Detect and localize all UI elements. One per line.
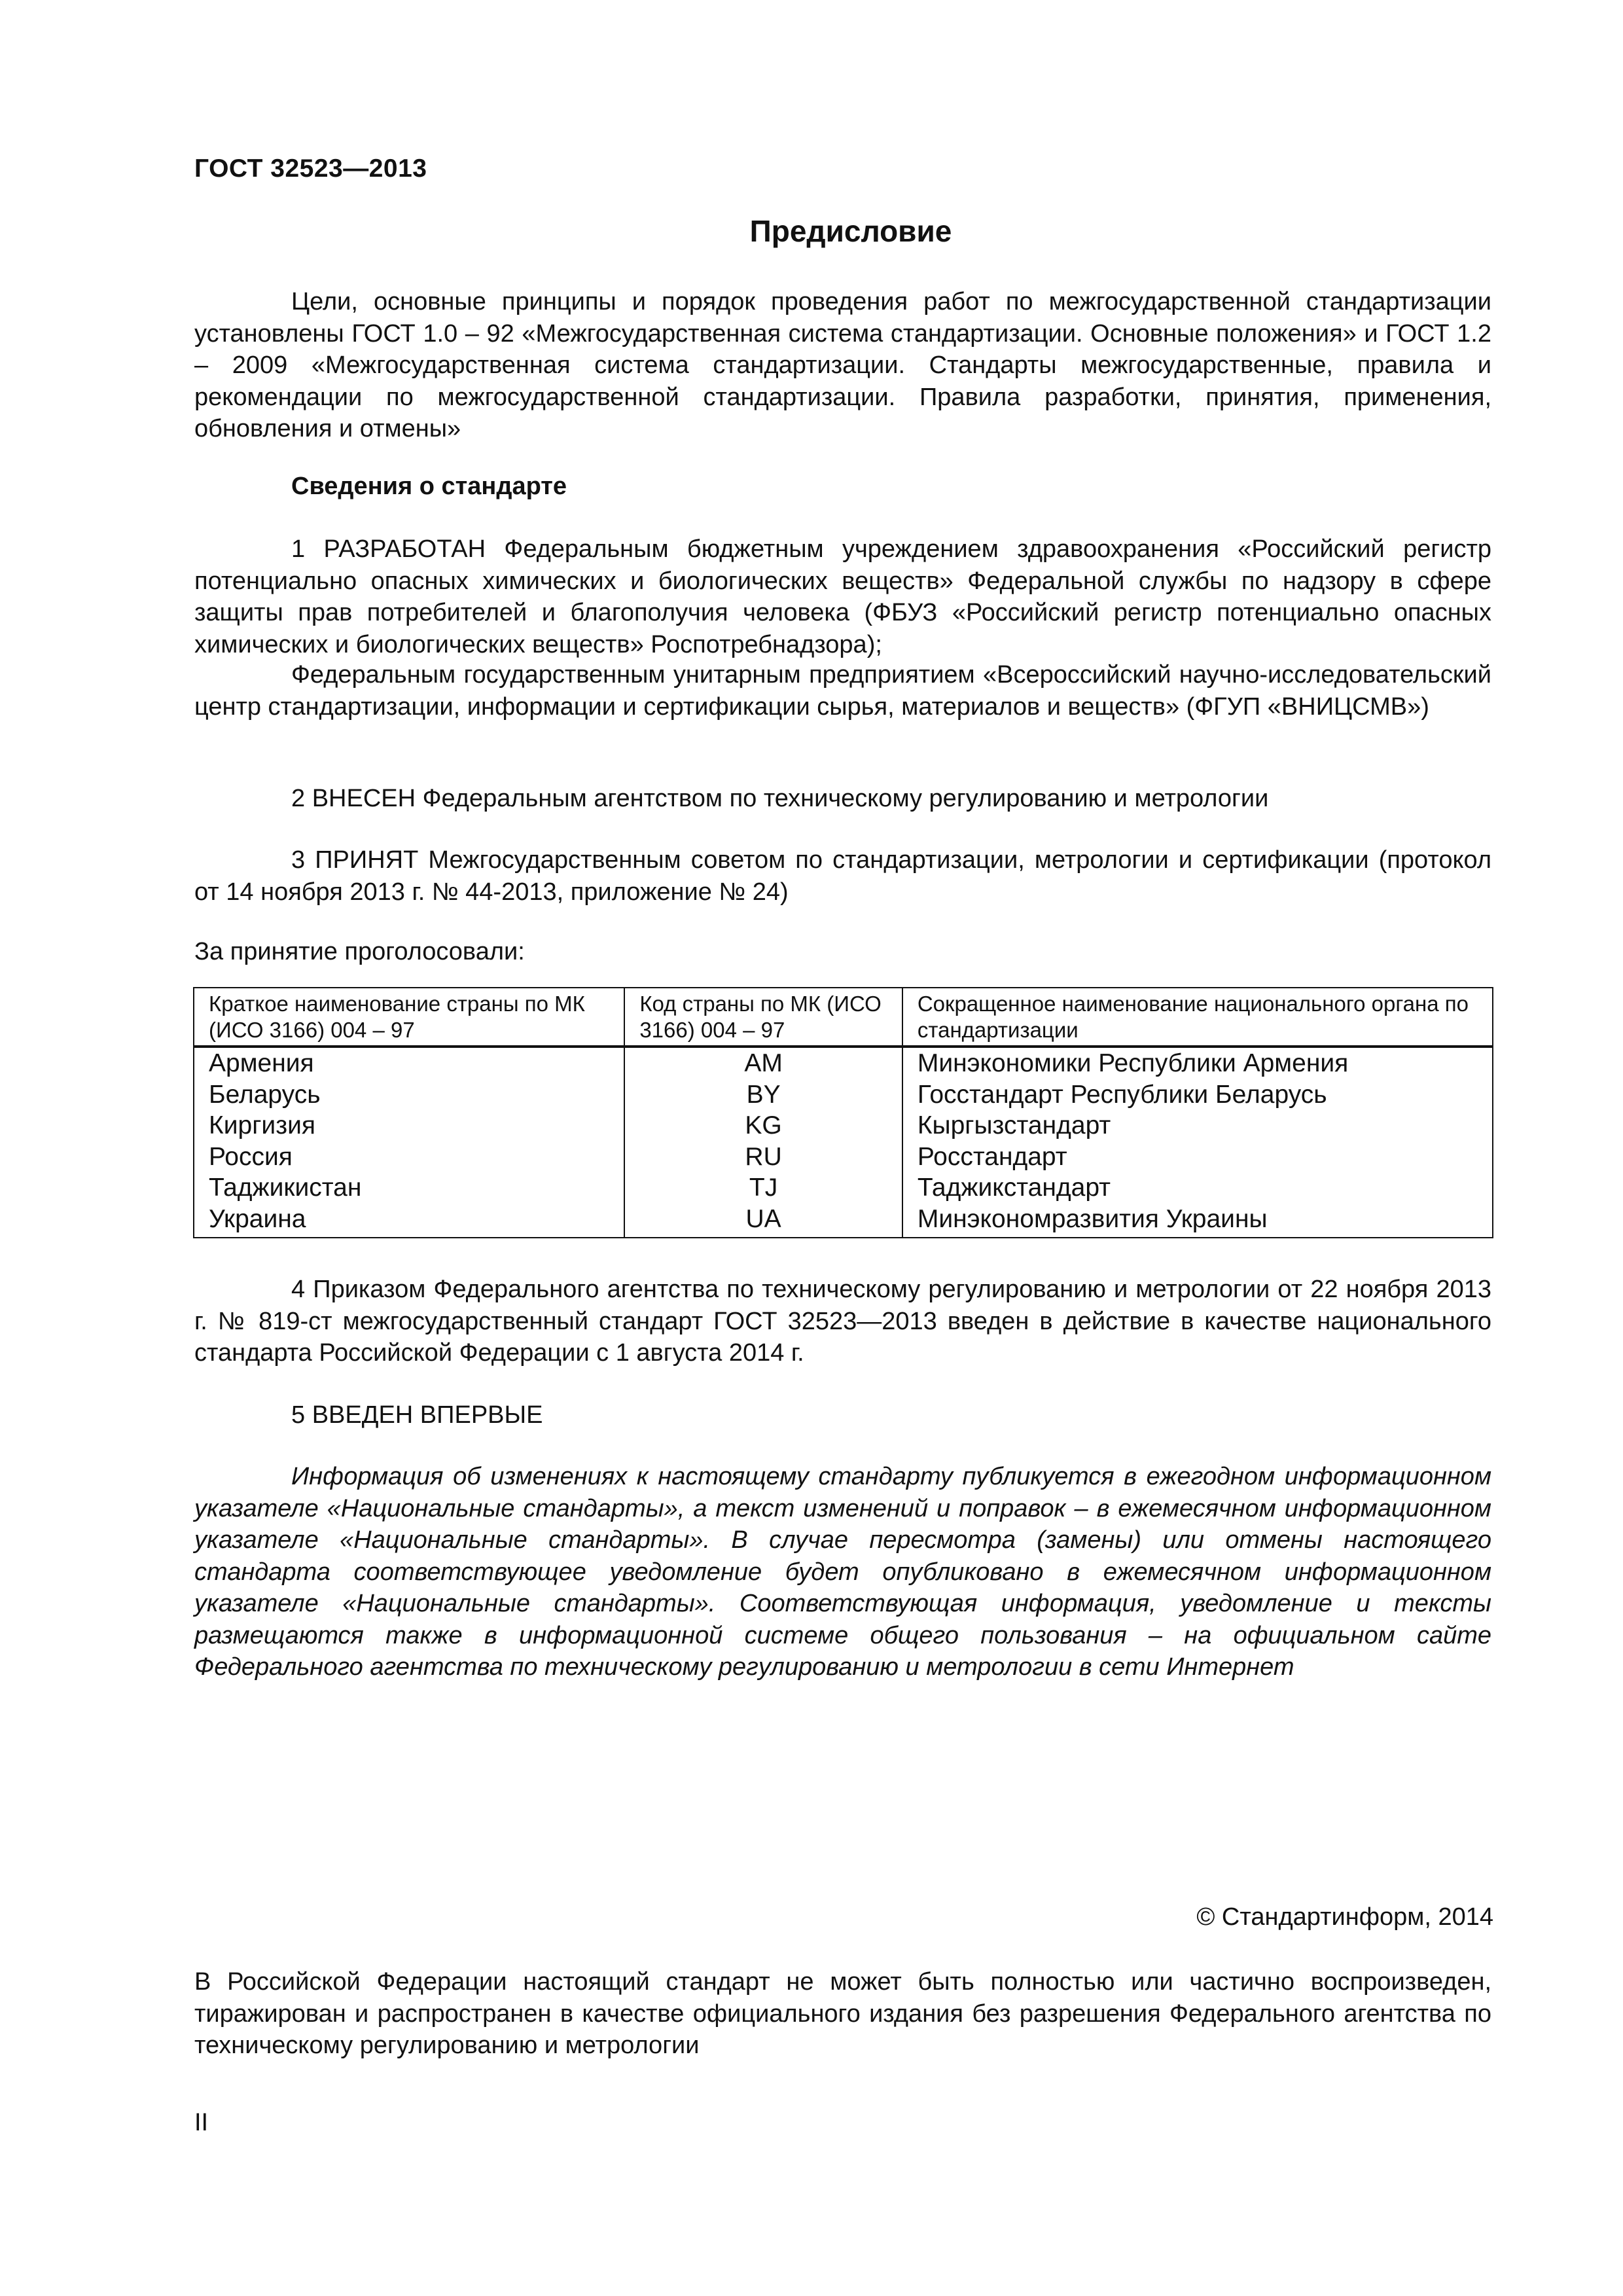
page-number: II xyxy=(194,2109,209,2136)
item-2-paragraph: 2 ВНЕСЕН Федеральным агентством по техническому регулированию и метрологии xyxy=(291,785,1269,812)
table-row xyxy=(194,1204,1493,1238)
code-cell: KG xyxy=(624,1110,902,1141)
item-5-paragraph: 5 ВВЕДЕН ВПЕРВЫЕ xyxy=(291,1401,543,1429)
body-cell: Кыргызстандарт xyxy=(902,1110,1493,1141)
country-cell: Киргизия xyxy=(194,1110,624,1141)
table-header-row xyxy=(194,988,1493,1047)
country-cell: Россия xyxy=(194,1141,624,1173)
country-cell: Украина xyxy=(194,1204,624,1238)
code-cell: AM xyxy=(624,1047,902,1079)
column-header-country: Краткое наименование страны по МК (ИСО 3166) 004 – 97 xyxy=(194,988,624,1047)
item-1-continuation: Федеральным государственным унитарным предприятием «Всероссийский научно-исследовательский центр стандартизации, информации и сертификации сырья, материалов и веществ» (ФГУП «ВНИЦСМВ») xyxy=(194,661,1491,721)
table-row xyxy=(194,1141,1493,1173)
table-row xyxy=(194,1110,1493,1141)
vote-label: За принятие проголосовали: xyxy=(194,938,525,965)
item-3-paragraph: 3 ПРИНЯТ Межгосударственным советом по стандартизации, метрологии и сертификации (протокол от 14 ноября 2013 г. № 44-2013, приложение № 24) xyxy=(194,846,1491,906)
country-cell: Таджикистан xyxy=(194,1172,624,1204)
section-subheading: Сведения о стандарте xyxy=(291,473,567,500)
page-title: Предисловие xyxy=(749,214,952,248)
table-row xyxy=(194,1047,1493,1079)
code-cell: RU xyxy=(624,1141,902,1173)
copyright-line: © Стандартинформ, 2014 xyxy=(1196,1903,1493,1931)
body-cell: Минэкономики Республики Армения xyxy=(902,1047,1493,1079)
table-row xyxy=(194,1079,1493,1111)
country-cell: Армения xyxy=(194,1047,624,1079)
country-cell: Беларусь xyxy=(194,1079,624,1111)
restriction-paragraph: В Российской Федерации настоящий стандарт не может быть полностью или частично воспроизведен, тиражирован и распространен в качестве официального издания без разрешения Федерального агентства по техническому регулированию и метрологии xyxy=(194,1968,1491,2059)
table-row xyxy=(194,1172,1493,1204)
notice-paragraph: Информация об изменениях к настоящему стандарту публикуется в ежегодном информационном указателе «Национальные стандарты», а текст изменений и поправок – в ежемесячном информационном указателе «Национальные стандарты». В случае пересмотра (замены) или отмены настоящего стандарта соответствующее уведомление будет опубликовано в ежемесячном информационном указателе «Национальные стандарты». Соответствующая информация, уведомление и тексты размещаются также в информационной системе общего пользования – на официальном сайте Федерального агентства по техническому регулированию и метрологии в сети Интернет xyxy=(194,1463,1491,1681)
item-1-paragraph: 1 РАЗРАБОТАН Федеральным бюджетным учреждением здравоохранения «Российский регистр потенциально опасных химических и биологических веществ» Федеральной службы по надзору в сфере защиты прав потребителей и благополучия человека (ФБУЗ «Российский регистр потенциально опасных химических и биологических веществ» Роспотребнадзора); xyxy=(194,535,1491,658)
body-cell: Госстандарт Республики Беларусь xyxy=(902,1079,1493,1111)
column-header-code: Код страны по МК (ИСО 3166) 004 – 97 xyxy=(624,988,902,1047)
intro-paragraph: Цели, основные принципы и порядок проведения работ по межгосударственной стандартизации установлены ГОСТ 1.0 – 92 «Межгосударственная система стандартизации. Основные положения» и ГОСТ 1.2 – 2009 «Межгосударственная система стандартизации. Стандарты межгосударственные, правила и рекомендации по межгосударственной стандартизации. Правила разработки, принятия, применения, обновления и отмены» xyxy=(194,288,1491,442)
body-cell: Минэкономразвития Украины xyxy=(902,1204,1493,1238)
column-header-body: Сокращенное наименование национального органа по стандартизации xyxy=(902,988,1493,1047)
document-code: ГОСТ 32523—2013 xyxy=(194,154,427,183)
code-cell: TJ xyxy=(624,1172,902,1204)
voting-table xyxy=(193,987,1493,1238)
item-4-paragraph: 4 Приказом Федерального агентства по техническому регулированию и метрологии от 22 ноября 2013 г. № 819-ст межгосударственный стандарт ГОСТ 32523—2013 введен в действие в качестве национального стандарта Российской Федерации с 1 августа 2014 г. xyxy=(194,1276,1491,1367)
body-cell: Таджикстандарт xyxy=(902,1172,1493,1204)
code-cell: BY xyxy=(624,1079,902,1111)
code-cell: UA xyxy=(624,1204,902,1238)
body-cell: Росстандарт xyxy=(902,1141,1493,1173)
